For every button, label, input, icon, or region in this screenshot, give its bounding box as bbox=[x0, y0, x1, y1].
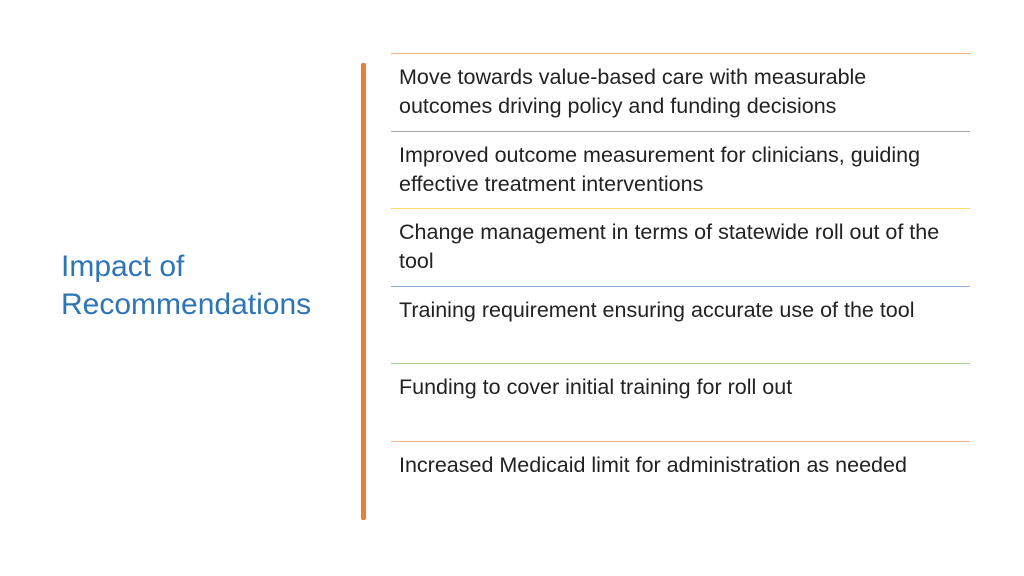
list-item: Increased Medicaid limit for administration as needed bbox=[391, 441, 970, 519]
accent-divider-bar bbox=[361, 63, 366, 520]
list-item: Change management in terms of statewide roll out of the tool bbox=[391, 208, 970, 286]
slide-title bbox=[61, 248, 351, 324]
list-item: Move towards value-based care with measurable outcomes driving policy and funding decisions bbox=[391, 53, 970, 131]
list-item: Funding to cover initial training for roll out bbox=[391, 363, 970, 441]
list-item: Improved outcome measurement for clinicians, guiding effective treatment interventions bbox=[391, 131, 970, 209]
slide-title-line-2: Recommendations bbox=[61, 288, 312, 321]
recommendations-list bbox=[391, 53, 970, 518]
slide-title-line-1: Impact of bbox=[61, 250, 185, 283]
list-item: Training requirement ensuring accurate use of the tool bbox=[391, 286, 970, 364]
